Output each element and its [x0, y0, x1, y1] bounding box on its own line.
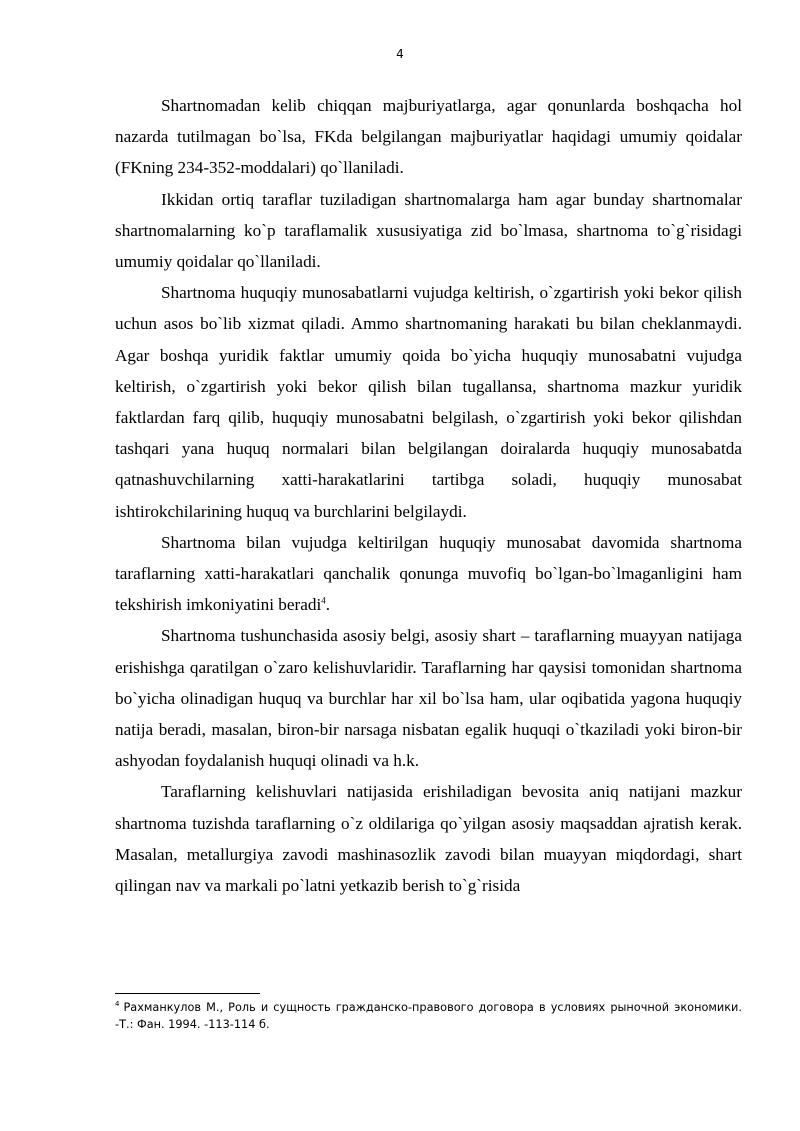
- paragraph-5: Shartnoma tushunchasida asosiy belgi, asosiy shart – taraflarning muayyan natijaga erishishga qaratilgan o`zaro kelishuvlaridir. Taraflarning har qaysisi tomonidan shartnoma bo`yicha olinadigan huquq va burchlar har xil bo`lsa ham, ular oqibatida yagona huquqiy natija beradi, masalan, biron-bir narsaga nisbatan egalik huquqi o`tkaziladi yoki biron-bir ashyodan foydalanish huquqi olinadi va h.k.: [115, 626, 742, 771]
- paragraph-6: Taraflarning kelishuvlari natijasida erishiladigan bevosita aniq natijani mazkur shartnoma tuzishda taraflarning o`z oldilariga qo`yilgan asosiy maqsaddan ajratish kerak. Masalan, metallurgiya zavodi mashinasozlik zavodi bilan muayyan miqdordagi, shart qilingan nav va markali po`latni yetkazib berish to`g`risida: [115, 782, 742, 896]
- footnote-text: Рахманкулов М., Роль и сущность гражданско-правового договора в условиях рыночной экономики. -Т.: Фан. 1994. -113-114 б.: [115, 1001, 742, 1031]
- footnote-marker: 4: [115, 1000, 120, 1009]
- page-number: 4: [396, 47, 404, 61]
- footnote-reference[interactable]: 4: [321, 595, 326, 606]
- footnote-separator: [115, 993, 260, 994]
- paragraph-4-text: Shartnoma bilan vujudga keltirilgan huquqiy munosabat davomida shartnoma taraflarning xatti-harakatlari qanchalik qonunga muvofiq bo`lgan-bo`lmaganligini ham tekshirish imkoniyatini beradi: [115, 532, 742, 615]
- paragraph-1: Shartnomadan kelib chiqqan majburiyatlarga, agar qonunlarda boshqacha hol nazarda tutilmagan bo`lsa, FKda belgilangan majburiyatlar haqidagi umumiy qoidalar (FKning 234-352-moddalari) qo`llaniladi.: [115, 96, 742, 178]
- paragraph-2: Ikkidan ortiq taraflar tuziladigan shartnomalarga ham agar bunday shartnomalar shartnomalarning ko`p taraflamalik xususiyatiga zid bo`lmasa, shartnoma to`g`risidagi umumiy qoidalar qo`llaniladi.: [115, 189, 742, 272]
- body-text: [115, 90, 742, 901]
- paragraph-4: [115, 527, 742, 621]
- footnote: [115, 1000, 742, 1033]
- paragraph-4-period: .: [325, 595, 331, 615]
- paragraph-3: Shartnoma huquqiy munosabatlarni vujudga keltirish, o`zgartirish yoki bekor qilish uchun asos bo`lib xizmat qiladi. Ammo shartnomaning harakati bu bilan cheklanmaydi. Agar boshqa yuridik faktlar umumiy qoida bo`yicha huquqiy munosabatni vujudga keltirish, o`zgartirish yoki bekor qilish bilan tugallansa, shartnoma mazkur yuridik faktlardan farq qilib, huquqiy munosabatni belgilash, o`zgartirish yoki bekor qilishdan tashqari yana huquq normalari bilan belgilangan doiralarda huquqiy munosabatda qatnashuvchilarning xatti-harakatlarini tartibga soladi, huquqiy munosabat ishtirokchilarining huquq va burchlarini belgilaydi.: [115, 283, 742, 521]
